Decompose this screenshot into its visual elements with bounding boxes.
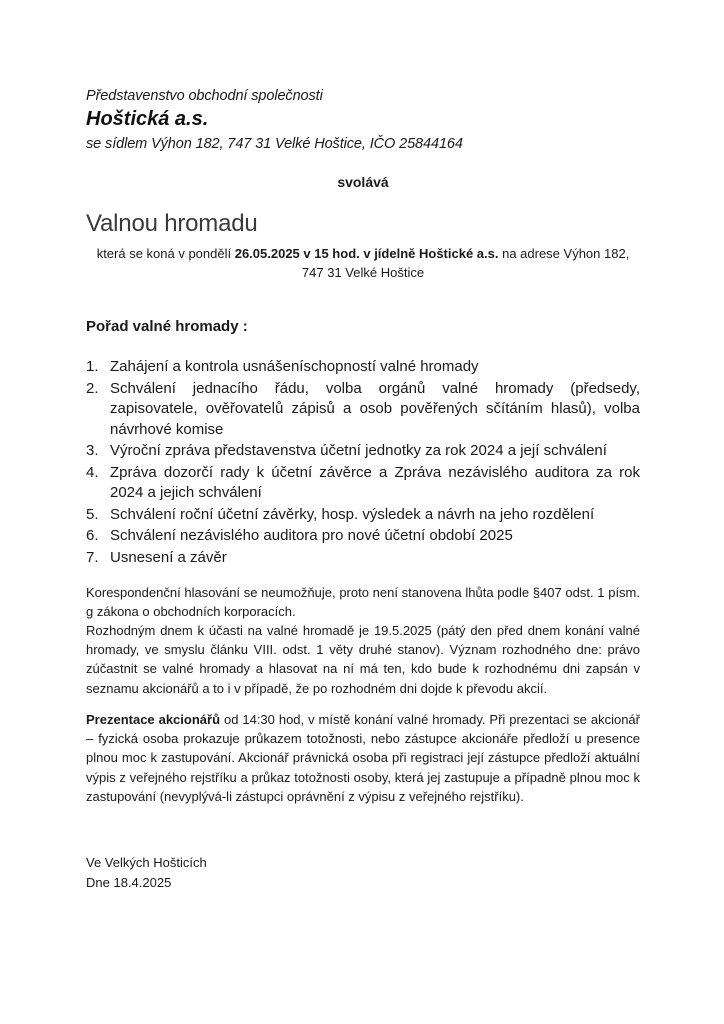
correspondence-voting-paragraph: Korespondenční hlasování se neumožňuje, proto není stanovena lhůta podle §407 odst. 1 písm. g zákona o obchodních korporacích. <box>86 585 640 620</box>
company-address: se sídlem Výhon 182, 747 31 Velké Hoštice, IČO 25844164 <box>86 136 463 152</box>
agenda-item-number: 7. <box>86 548 99 566</box>
convenes-label: svolává <box>337 174 389 190</box>
meeting-title: Valnou hromadu <box>86 210 258 237</box>
agenda-item-number: 5. <box>86 505 99 523</box>
agenda-item-text: Zpráva dozorčí rady k účetní závěrce a Zpráva nezávislého auditora za rok 2024 a jejich schválení <box>110 463 640 501</box>
signoff-place: Ve Velkých Hošticích <box>86 855 207 870</box>
agenda-item-text: Usnesení a závěr <box>110 548 227 566</box>
presentation-text: od 14:30 hod, v místě konání valné hromady. Při prezentaci se akcionář – fyzická osoba prokazuje průkazem totožnosti, nebo zástupce akcionáře předloží u presence plnou moc k zastupování. Akcionář právnická osoba při registraci její zástupce předloží aktuální výpis z veřejného rejstříku a průkaz totožnosti osoby, která jej zastupuje a případně plnou moc k zastupování (nevyplývá-li zástupci oprávnění z výpisu z veřejného rejstříku). <box>86 712 640 804</box>
agenda-heading: Pořad valné hromady : <box>86 318 248 335</box>
agenda-item-number: 3. <box>86 442 99 459</box>
agenda-item-number: 2. <box>86 379 99 397</box>
meeting-date-place: 26.05.2025 v 15 hod. v jídelně Hoštické a.s. <box>234 246 499 261</box>
agenda-item <box>86 505 640 526</box>
signoff <box>86 853 207 892</box>
agenda-item <box>86 548 640 569</box>
record-date-paragraph: Rozhodným dnem k účasti na valné hromadě je 19.5.2025 (pátý den před dnem konání valné hromady, ve smyslu článku VIII. odst. 1 věty druhé stanov). Význam rozhodného dne: právo zúčastnit se valné hromady a hlasovat na ní má ten, kdo bude k rozhodnému dni zapsán v seznamu akcionářů a to i v případě, že po rozhodném dni dojde k převodu akcií. <box>86 623 640 696</box>
agenda-item <box>86 441 640 462</box>
board-heading: Představenstvo obchodní společnosti <box>86 88 323 104</box>
agenda-item <box>86 526 640 547</box>
agenda-item <box>86 379 640 441</box>
company-name: Hoštická a.s. <box>86 108 209 130</box>
agenda-list <box>86 357 640 569</box>
agenda-item <box>86 463 640 504</box>
agenda-item <box>86 357 640 378</box>
agenda-item-text: Výroční zpráva představenstva účetní jednotky za rok 2024 a její schválení <box>110 442 607 459</box>
agenda-item-number: 4. <box>86 463 99 481</box>
meeting-info <box>86 244 640 282</box>
agenda-item-text: Schválení jednacího řádu, volba orgánů valné hromady (předsedy, zapisovatele, ověřovatelů zápisů a osob pověřených sčítáním hlasů), volba návrhové komise <box>110 379 640 438</box>
presentation-label: Prezentace akcionářů <box>86 712 221 727</box>
agenda-item-text: Schválení roční účetní závěrky, hosp. výsledek a návrh na jeho rozdělení <box>110 505 595 523</box>
meeting-info-prefix: která se koná v pondělí <box>96 246 235 261</box>
signoff-date: Dne 18.4.2025 <box>86 874 172 890</box>
agenda-item-text: Zahájení a kontrola usnášeníschopností valné hromady <box>110 358 479 375</box>
meeting-info-suffix: na adrese Výhon 182, 747 31 Velké Hoštice <box>301 246 630 280</box>
agenda-item-number: 6. <box>86 527 99 544</box>
agenda-item-number: 1. <box>86 358 99 375</box>
agenda-item-text: Schválení nezávislého auditora pro nové účetní období 2025 <box>110 527 513 544</box>
shareholder-presentation-paragraph <box>86 710 640 806</box>
